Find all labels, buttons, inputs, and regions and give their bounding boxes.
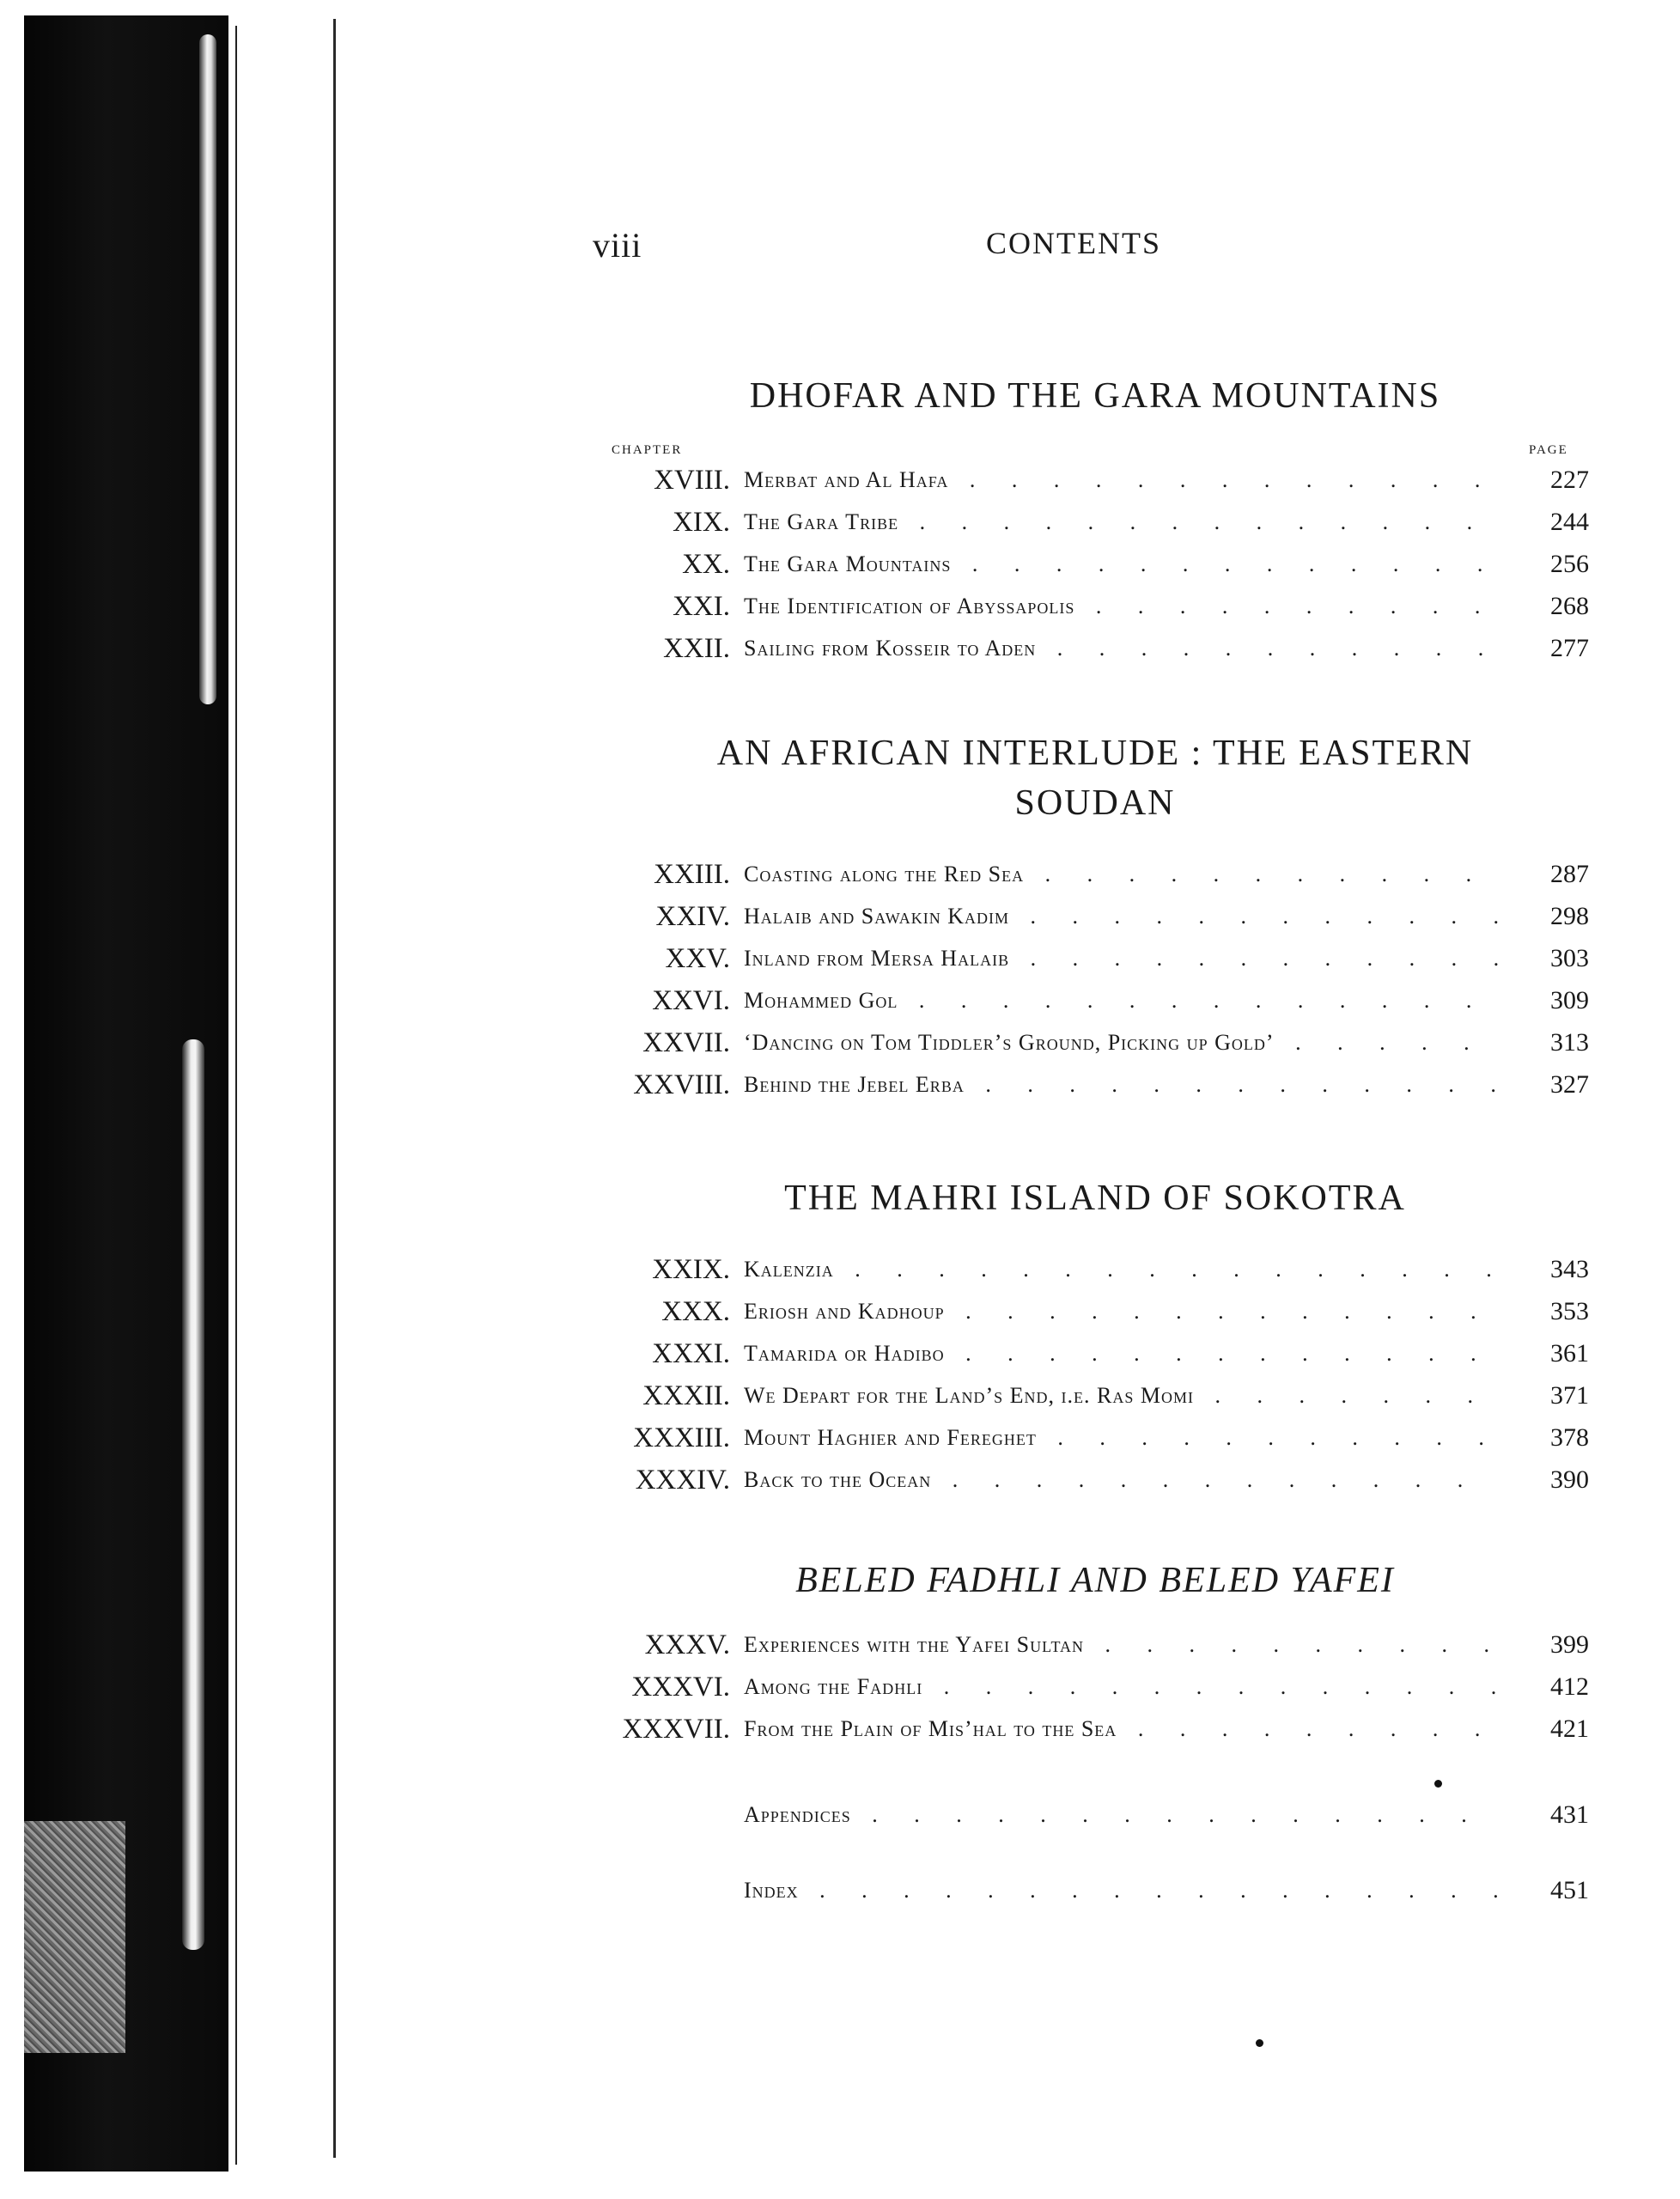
chapter-title: Mount Haghier and Fereghet . . .: [744, 1420, 1500, 1456]
chapter-title: Kalenzia . . .: [744, 1252, 1500, 1288]
toc-entry[interactable]: [593, 983, 1589, 1019]
chapter-number: XIX.: [673, 507, 730, 538]
chapter-number: XXIX.: [652, 1254, 730, 1285]
chapter-number: XVIII.: [654, 465, 730, 496]
toc-entry[interactable]: [593, 546, 1589, 582]
page-number: 431: [1520, 1797, 1589, 1833]
chapter-title: Coasting along the Red Sea . . .: [744, 856, 1500, 892]
chapter-number: XXXII.: [642, 1380, 730, 1411]
page-number: 371: [1520, 1378, 1589, 1414]
chapter-number: XXXV.: [644, 1629, 730, 1660]
chapter-title: The Gara Tribe . . .: [744, 504, 1500, 540]
scan-speck: [1434, 1780, 1442, 1788]
toc-entry[interactable]: [593, 462, 1589, 498]
gutter-edge: [235, 26, 237, 2165]
page-number: 390: [1520, 1462, 1589, 1498]
chapter-number: XXII.: [663, 633, 730, 664]
section-title-beled-fadhli: BELED FADHLI AND BELED YAFEI: [795, 1561, 1395, 1600]
toc-entry[interactable]: [593, 941, 1589, 977]
page-number: 227: [1520, 462, 1589, 498]
back-matter-title: Index . . .: [744, 1873, 1500, 1909]
page-number: 399: [1520, 1627, 1589, 1663]
toc-entry[interactable]: [593, 1378, 1589, 1414]
toc-entry[interactable]: [593, 588, 1589, 624]
toc-entry[interactable]: [593, 1420, 1589, 1456]
back-matter-title: Appendices . . .: [744, 1797, 1500, 1833]
chapter-title: Eriosh and Kadhoup . . .: [744, 1294, 1500, 1330]
page-number: 298: [1520, 898, 1589, 935]
toc-entry[interactable]: [593, 630, 1589, 667]
chapter-number: XXXIV.: [635, 1465, 730, 1495]
page-edge-line: [333, 19, 336, 2158]
chapter-title: The Gara Mountains . . .: [744, 546, 1500, 582]
chapter-title: Sailing from Kosseir to Aden . . .: [744, 630, 1500, 667]
chapter-number: XXIII.: [654, 859, 730, 890]
page-number: 244: [1520, 504, 1589, 540]
chapter-title: Back to the Ocean . . .: [744, 1462, 1500, 1498]
chapter-number: XXXVII.: [622, 1714, 730, 1745]
scan-speck: [1256, 2039, 1263, 2047]
page-number: 361: [1520, 1336, 1589, 1372]
chapter-title: Behind the Jebel Erba . . .: [744, 1067, 1500, 1103]
chapter-title: The Identification of Abyssapolis . . .: [744, 588, 1500, 624]
chapter-title: Halaib and Sawakin Kadim . . .: [744, 898, 1500, 935]
page-number: 412: [1520, 1669, 1589, 1705]
chapter-title: Inland from Mersa Halaib . . .: [744, 941, 1500, 977]
chapter-title: Experiences with the Yafei Sultan . . .: [744, 1627, 1500, 1663]
chapter-title: Among the Fadhli . . .: [744, 1669, 1500, 1705]
page-number: 256: [1520, 546, 1589, 582]
chapter-number: XXI.: [673, 591, 730, 622]
toc-entry[interactable]: [593, 856, 1589, 892]
chapter-title: Mohammed Gol . . .: [744, 983, 1500, 1019]
page-number: 313: [1520, 1025, 1589, 1061]
toc-entry[interactable]: [593, 1462, 1589, 1498]
chapter-number: XX.: [682, 549, 730, 580]
gutter-highlight-top: [199, 34, 216, 704]
page-number: 343: [1520, 1252, 1589, 1288]
toc-entry[interactable]: [593, 1252, 1589, 1288]
chapter-number: XXVI.: [652, 985, 730, 1016]
page-column-label: PAGE: [1529, 443, 1568, 457]
chapter-title: We Depart for the Land’s End, i.e. Ras Momi . . .: [744, 1378, 1500, 1414]
chapter-number: XXX.: [661, 1296, 730, 1327]
toc-entry[interactable]: [593, 1711, 1589, 1747]
toc-entry[interactable]: [593, 504, 1589, 540]
page-number: 287: [1520, 856, 1589, 892]
chapter-title: Tamarida or Hadibo . . .: [744, 1336, 1500, 1372]
chapter-number: XXXVI.: [631, 1672, 730, 1703]
section-title-african-interlude: AN AFRICAN INTERLUDE : THE EASTERN: [716, 734, 1474, 773]
toc-entry[interactable]: [593, 1336, 1589, 1372]
page-folio: viii: [593, 226, 642, 265]
toc-entry[interactable]: [593, 898, 1589, 935]
chapter-number: XXXIII.: [633, 1422, 730, 1453]
page-number: 268: [1520, 588, 1589, 624]
page-number: 303: [1520, 941, 1589, 977]
toc-entry-appendices[interactable]: [593, 1797, 1589, 1833]
page-number: 378: [1520, 1420, 1589, 1456]
chapter-title: ‘Dancing on Tom Tiddler’s Ground, Picking up Gold’ . . .: [744, 1025, 1500, 1061]
toc-entry[interactable]: [593, 1067, 1589, 1103]
page-number: 277: [1520, 630, 1589, 667]
section-title-sokotra: THE MAHRI ISLAND OF SOKOTRA: [784, 1179, 1406, 1218]
gutter-grain: [24, 1821, 125, 2053]
toc-entry[interactable]: [593, 1627, 1589, 1663]
chapter-number: XXIV.: [655, 901, 730, 932]
page-number: 421: [1520, 1711, 1589, 1747]
running-title: CONTENTS: [986, 226, 1161, 260]
page-number: 353: [1520, 1294, 1589, 1330]
page-number: 451: [1520, 1873, 1589, 1909]
chapter-number: XXXI.: [652, 1338, 730, 1369]
chapter-column-label: CHAPTER: [612, 443, 683, 457]
toc-entry[interactable]: [593, 1025, 1589, 1061]
toc-entry-index[interactable]: [593, 1873, 1589, 1909]
section-title-dhofar: DHOFAR AND THE GARA MOUNTAINS: [749, 376, 1441, 416]
chapter-title: From the Plain of Mis’hal to the Sea . . .: [744, 1711, 1500, 1747]
toc-entry[interactable]: [593, 1669, 1589, 1705]
page-number: 309: [1520, 983, 1589, 1019]
toc-entry[interactable]: [593, 1294, 1589, 1330]
chapter-title: Merbat and Al Hafa . . .: [744, 462, 1500, 498]
scan-gutter: [0, 0, 249, 2199]
chapter-number: XXVII.: [642, 1027, 730, 1058]
section-title-african-interlude-line2: SOUDAN: [1014, 783, 1176, 823]
chapter-number: XXVIII.: [633, 1069, 730, 1100]
gutter-highlight-bottom: [182, 1039, 204, 1950]
page-number: 327: [1520, 1067, 1589, 1103]
chapter-number: XXV.: [665, 943, 730, 974]
